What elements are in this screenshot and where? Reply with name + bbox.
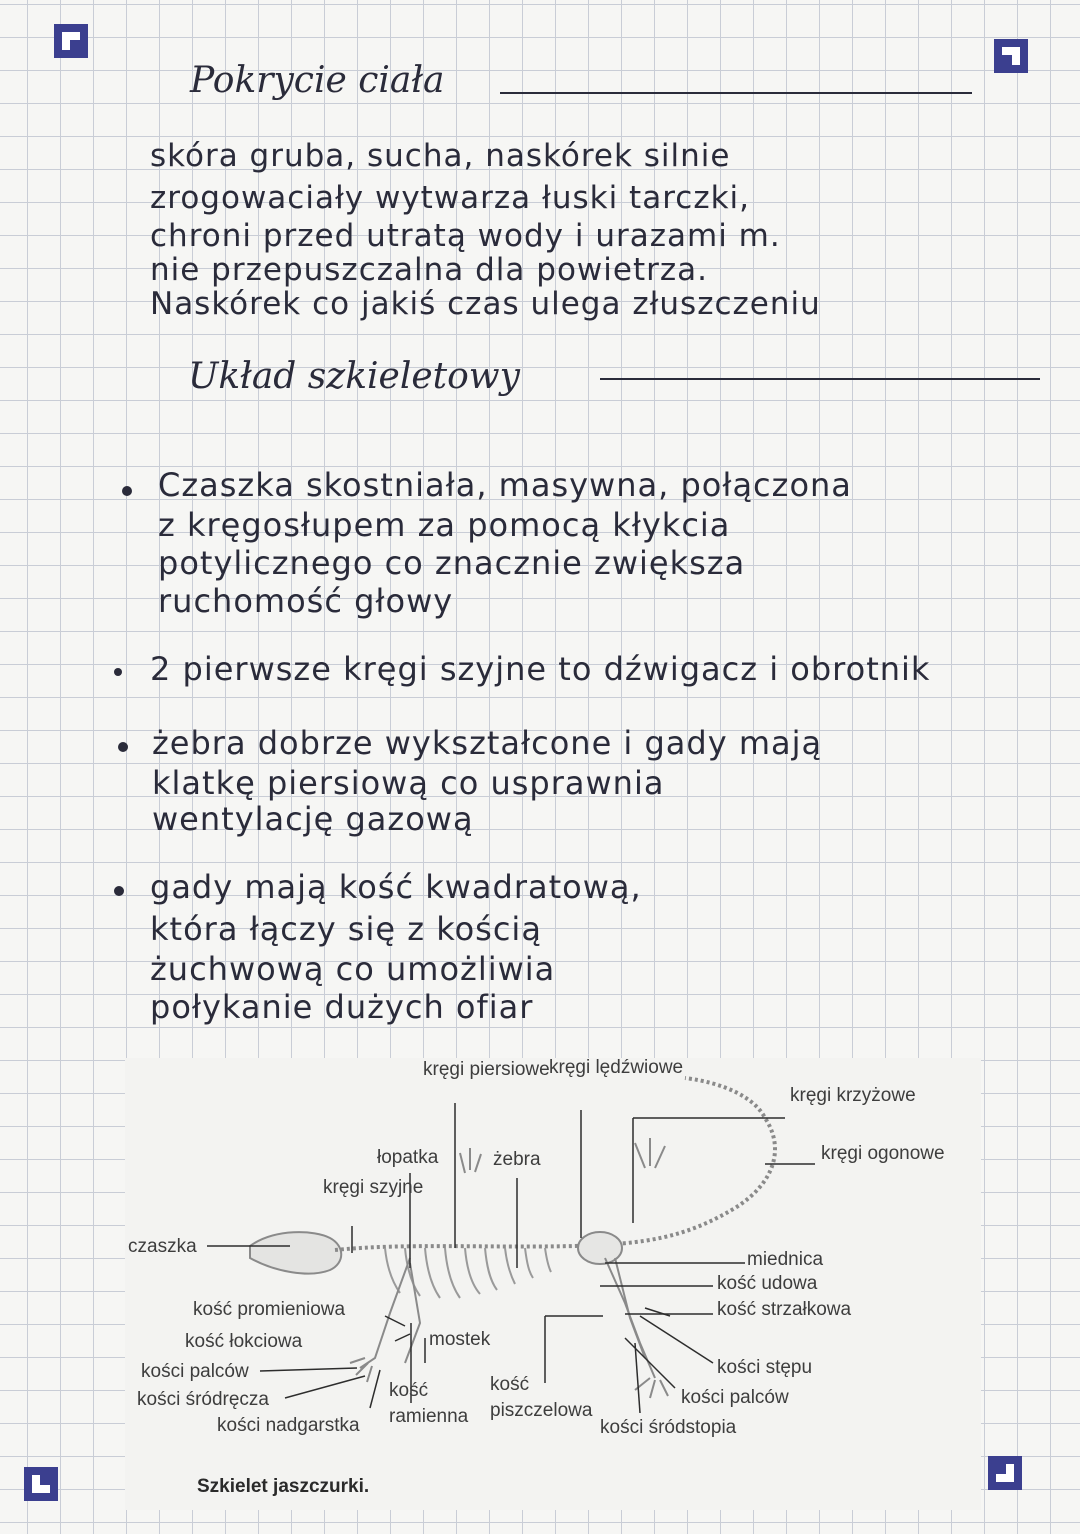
label-carpals: kości nadgarstka [217, 1415, 360, 1436]
bullet-text-line: żuchwową co umożliwia [150, 950, 556, 988]
text-line: nie przepuszczalna dla powietrza. [150, 252, 708, 288]
label-metatarsals: kości śródstopia [600, 1417, 737, 1438]
label-lumbar-vertebrae: kręgi lędźwiowe [549, 1057, 684, 1078]
bullet-text-line: połykanie dużych ofiar [150, 988, 534, 1026]
label-sacral-vertebrae: kręgi krzyżowe [790, 1085, 916, 1106]
label-humerus: kość ramienna [389, 1380, 469, 1427]
lizard-skeleton-illustration [125, 1058, 981, 1510]
section-heading-skeletal-system: Układ szkieletowy [188, 356, 520, 397]
label-skull: czaszka [128, 1236, 197, 1257]
bullet-text-line: potylicznego co znacznie zwiększa [158, 544, 746, 582]
label-pelvis: miednica [747, 1249, 824, 1270]
bullet-text-line: wentylację gazową [152, 800, 474, 838]
text-line: Naskórek co jakiś czas ulega złuszczeniu [150, 286, 821, 322]
heading-underline [500, 92, 972, 94]
label-cervical-vertebrae: kręgi szyjne [323, 1177, 424, 1198]
bullet-text-line: Czaszka skostniała, masywna, połączona [158, 466, 852, 504]
label-fibula: kość strzałkowa [717, 1299, 852, 1320]
corner-marker-top-right-icon [993, 38, 1029, 74]
bullet-text-line: żebra dobrze wykształcone i gady mają [152, 724, 823, 762]
bullet-text-line: ruchomość głowy [158, 582, 454, 620]
label-femur: kość udowa [717, 1273, 818, 1294]
label-scapula: łopatka [377, 1147, 439, 1168]
label-caudal-vertebrae: kręgi ogonowe [821, 1143, 945, 1164]
label-front-phalanges: kości palców [141, 1361, 249, 1382]
label-metacarpals: kości śródręcza [137, 1389, 269, 1410]
bullet-icon [122, 486, 132, 496]
corner-marker-bottom-left-icon [23, 1466, 59, 1502]
bullet-text-line: z kręgosłupem za pomocą kłykcia [158, 506, 731, 544]
corner-marker-top-left-icon [53, 23, 89, 59]
text-line: skóra gruba, sucha, naskórek silnie [150, 138, 731, 174]
heading-underline [600, 378, 1040, 380]
label-radius: kość promieniowa [193, 1299, 346, 1320]
label-ribs: żebra [493, 1149, 541, 1170]
section-heading-body-covering: Pokrycie ciała [190, 60, 445, 101]
lizard-skeleton-figure [125, 1058, 981, 1510]
label-tibia: kość piszczelowa [490, 1374, 593, 1421]
bullet-text-line: klatkę piersiową co usprawnia [152, 764, 665, 802]
skeleton-drawing [250, 1078, 775, 1398]
corner-marker-bottom-right-icon [987, 1455, 1023, 1491]
bullet-icon [114, 886, 124, 896]
text-line: chroni przed utratą wody i urazami m. [150, 218, 781, 254]
label-hind-phalanges: kości palców [681, 1387, 789, 1408]
label-thoracic-vertebrae: kręgi piersiowe [423, 1059, 550, 1080]
label-sternum: mostek [429, 1329, 491, 1350]
figure-caption: Szkielet jaszczurki. [197, 1476, 370, 1497]
bullet-icon [114, 668, 122, 676]
label-ulna: kość łokciowa [185, 1331, 303, 1352]
bullet-icon [118, 742, 128, 752]
bullet-text-line: która łączy się z kością [150, 910, 542, 948]
bullet-text-line: 2 pierwsze kręgi szyjne to dźwigacz i obrotnik [150, 650, 931, 688]
label-tarsals: kości stępu [717, 1357, 813, 1378]
text-line: zrogowaciały wytwarza łuski tarczki, [150, 180, 751, 216]
bullet-text-line: gady mają kość kwadratową, [150, 868, 642, 906]
